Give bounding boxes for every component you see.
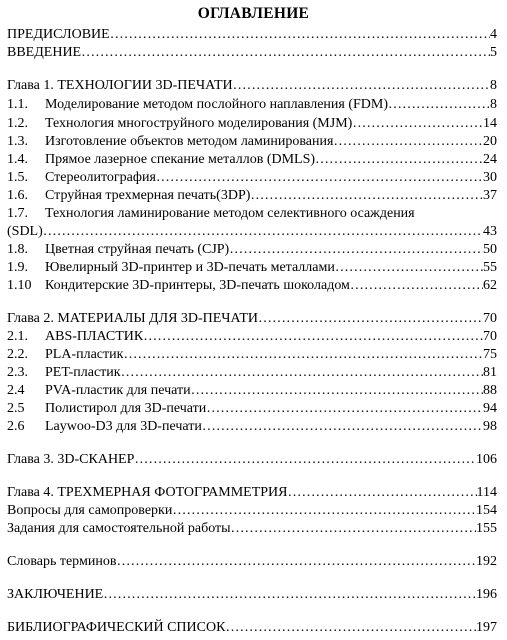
toc-entry-number: 1.2. — [7, 116, 28, 131]
toc-entry[interactable] — [7, 259, 497, 277]
toc-entry-text: Полистирол для 3D-печати — [45, 401, 207, 416]
toc-entry-label — [7, 259, 335, 277]
toc-page-number: 20 — [483, 134, 497, 149]
toc-entry[interactable] — [7, 151, 497, 169]
dot-leader — [258, 310, 483, 328]
toc-entry[interactable] — [7, 277, 497, 295]
toc-entry-label — [7, 553, 116, 571]
toc-entry-label — [7, 451, 134, 469]
toc-entry-text: ЗАКЛЮЧЕНИЕ — [7, 587, 104, 602]
toc-entry-number: 1.5. — [7, 170, 28, 185]
toc-entry[interactable] — [7, 619, 497, 637]
toc-entry-text: Глава 1. ТЕХНОЛОГИИ 3D-ПЕЧАТИ — [7, 78, 233, 93]
dot-leader — [123, 346, 483, 364]
toc-entry-text: Глава 2. МАТЕРИАЛЫ ДЛЯ 3D-ПЕЧАТИ — [7, 311, 258, 326]
toc-entry-label — [7, 277, 350, 295]
dot-leader — [233, 77, 490, 95]
toc-entry[interactable] — [7, 520, 497, 538]
toc-entry-text: Глава 3. 3D-СКАНЕР — [7, 452, 135, 467]
toc-entry-label — [7, 151, 315, 169]
toc-page-number: 8 — [490, 97, 497, 112]
toc-entry-text: PLA-пластик — [45, 347, 124, 362]
toc-entry[interactable] — [7, 169, 497, 187]
toc-entry-label — [7, 169, 156, 187]
toc-entry-text: ПРЕДИСЛОВИЕ — [7, 27, 110, 42]
toc-page-number: 43 — [483, 224, 497, 239]
toc-entry-label — [7, 77, 233, 95]
dot-leader — [43, 223, 483, 241]
dot-leader — [121, 364, 483, 382]
toc-entry-label — [7, 418, 202, 436]
toc-entry-text: Моделирование методом послойного наплавления (FDM) — [45, 97, 389, 112]
toc-entry[interactable] — [7, 418, 497, 436]
toc-entry-number: 1.8. — [7, 242, 28, 257]
toc-entry-number: 2.6 — [7, 419, 25, 434]
toc-entry-number: 2.1. — [7, 329, 28, 344]
dot-leader — [231, 520, 476, 538]
toc-entry[interactable] — [7, 451, 497, 469]
toc-page-number: 94 — [483, 401, 497, 416]
dot-leader — [191, 382, 483, 400]
toc-entry-number: 2.5 — [7, 401, 25, 416]
dot-leader — [350, 277, 483, 295]
dot-leader — [116, 553, 476, 571]
toc-entry-text: Прямое лазерное спекание металлов (DMLS) — [45, 152, 316, 167]
toc-entry[interactable] — [7, 502, 497, 520]
toc-page-number: 37 — [483, 188, 497, 203]
toc-entry[interactable] — [7, 115, 497, 133]
toc-entry-label — [7, 133, 333, 151]
toc-page-number: 154 — [476, 503, 497, 518]
toc-page-number: 81 — [483, 365, 497, 380]
toc-entry-text: Кондитерские 3D-принтеры, 3D-печать шоколадом — [45, 278, 350, 293]
toc-entry-label — [7, 328, 143, 346]
dot-leader — [352, 115, 483, 133]
toc-entry-text: Струйная трехмерная печать(3DP) — [45, 188, 251, 203]
dot-leader — [206, 400, 483, 418]
toc-entry[interactable] — [7, 187, 497, 205]
toc-entry-label — [7, 382, 191, 400]
toc-entry[interactable] — [7, 310, 497, 328]
toc-page-number: 192 — [476, 554, 497, 569]
toc-entry-label — [7, 205, 415, 223]
toc-entry-label — [7, 484, 287, 502]
toc-page-number: 75 — [483, 347, 497, 362]
toc-entry[interactable] — [7, 346, 497, 364]
toc-page-number: 70 — [483, 311, 497, 326]
toc-entry[interactable] — [7, 133, 497, 151]
toc-entry-label — [7, 96, 388, 114]
toc-entry-label — [7, 346, 123, 364]
dot-leader — [81, 44, 490, 62]
toc-entry-label — [7, 44, 81, 62]
toc-entry-text: Технология многоструйного моделирования (MJM) — [45, 116, 353, 131]
toc-entry-number: 1.1. — [7, 97, 28, 112]
toc-entry-text: Задания для самостоятельной работы — [7, 521, 231, 536]
toc-page-number: 5 — [490, 45, 497, 60]
toc-entry-label — [7, 223, 43, 241]
dot-leader — [110, 26, 490, 44]
toc-page-number: 50 — [483, 242, 497, 257]
toc-entry[interactable] — [7, 241, 497, 259]
toc-entry[interactable] — [7, 44, 497, 62]
toc-entry[interactable] — [7, 205, 497, 223]
toc-entry-number: 1.9. — [7, 260, 28, 275]
toc-entry[interactable] — [7, 484, 497, 502]
toc-entry-number: 2.3. — [7, 365, 28, 380]
toc-entry[interactable] — [7, 400, 497, 418]
toc-entry-label — [7, 364, 121, 382]
toc-entry[interactable] — [7, 586, 497, 604]
dot-leader — [229, 241, 483, 259]
toc-title: ОГЛАВЛЕНИЕ — [197, 5, 310, 22]
toc-page-number: 30 — [483, 170, 497, 185]
toc-entry-number: 1.4. — [7, 152, 28, 167]
toc-page-number: 106 — [476, 452, 497, 467]
toc-entry-text: Словарь терминов — [7, 554, 117, 569]
dot-leader — [143, 328, 483, 346]
toc-entry-text: БИБЛИОГРАФИЧЕСКИЙ СПИСОК — [7, 620, 226, 635]
toc-page-number: 98 — [483, 419, 497, 434]
toc-entry[interactable] — [7, 77, 497, 95]
toc-page-number: 88 — [483, 383, 497, 398]
toc-page-number: 62 — [483, 278, 497, 293]
toc-entry-text: (SDL) — [7, 224, 43, 239]
toc-entry-text: Стереолитография — [45, 170, 156, 185]
dot-leader — [103, 586, 476, 604]
toc-entry-number: 2.4 — [7, 383, 25, 398]
dot-leader — [333, 133, 483, 151]
toc-entry-text: Технология ламинирование методом селективного осаждения — [45, 206, 415, 221]
toc-entry-label — [7, 26, 110, 44]
dot-leader — [287, 484, 476, 502]
toc-entry-text: PET-пластик — [45, 365, 121, 380]
toc-entry-text: Вопросы для самопроверки — [7, 503, 173, 518]
toc-entry-label — [7, 520, 231, 538]
toc-page-number: 70 — [483, 329, 497, 344]
toc-page-number: 24 — [483, 152, 497, 167]
toc-entry[interactable] — [7, 328, 497, 346]
toc-page-number: 114 — [476, 485, 497, 500]
toc-page-number: 4 — [490, 27, 497, 42]
toc-entry-text: Изготовление объектов методом ламинирования — [45, 134, 334, 149]
dot-leader — [315, 151, 483, 169]
toc-entry-text: ВВЕДЕНИЕ — [7, 45, 82, 60]
toc-entry-text: Ювелирный 3D-принтер и 3D-печать металлами — [45, 260, 335, 275]
toc-entry-label — [7, 310, 258, 328]
dot-leader — [156, 169, 483, 187]
dot-leader — [134, 451, 476, 469]
toc-page-number: 8 — [490, 78, 497, 93]
toc-entry[interactable] — [7, 223, 497, 241]
toc-entry-text: PVA-пластик для печати — [45, 383, 191, 398]
toc-entry-label — [7, 400, 206, 418]
dot-leader — [202, 418, 483, 436]
dot-leader — [225, 619, 476, 637]
toc-entry[interactable] — [7, 382, 497, 400]
toc-entry-number: 1.6. — [7, 188, 28, 203]
toc-entry[interactable] — [7, 364, 497, 382]
toc-page-number: 196 — [476, 587, 497, 602]
toc-entry-label — [7, 187, 250, 205]
dot-leader — [172, 502, 476, 520]
toc-page-number: 197 — [476, 620, 497, 635]
toc-entry[interactable] — [7, 553, 497, 571]
toc-entry-number: 2.2. — [7, 347, 28, 362]
toc-entry-number: 1.10 — [7, 278, 32, 293]
toc-entry[interactable] — [7, 96, 497, 114]
toc-entry-number: 1.7. — [7, 206, 28, 221]
toc-entry-label — [7, 115, 352, 133]
toc-entry-text: ABS-ПЛАСТИК — [45, 329, 144, 344]
toc-page-number: 155 — [476, 521, 497, 536]
toc-entry-label — [7, 241, 229, 259]
toc-entry[interactable] — [7, 26, 497, 44]
toc-entry-text: Глава 4. ТРЕХМЕРНАЯ ФОТОГРАММЕТРИЯ — [7, 485, 288, 500]
toc-entry-text: Цветная струйная печать (CJP) — [45, 242, 230, 257]
dot-leader — [388, 96, 490, 114]
toc-entry-label — [7, 586, 103, 604]
toc-entry-text: Laywoo-D3 для 3D-печати — [45, 419, 202, 434]
toc-page-number: 14 — [483, 116, 497, 131]
dot-leader — [250, 187, 483, 205]
dot-leader — [335, 259, 483, 277]
toc-entry-number: 1.3. — [7, 134, 28, 149]
toc-page-number: 55 — [483, 260, 497, 275]
toc-entry-label — [7, 619, 225, 637]
toc-entry-label — [7, 502, 172, 520]
